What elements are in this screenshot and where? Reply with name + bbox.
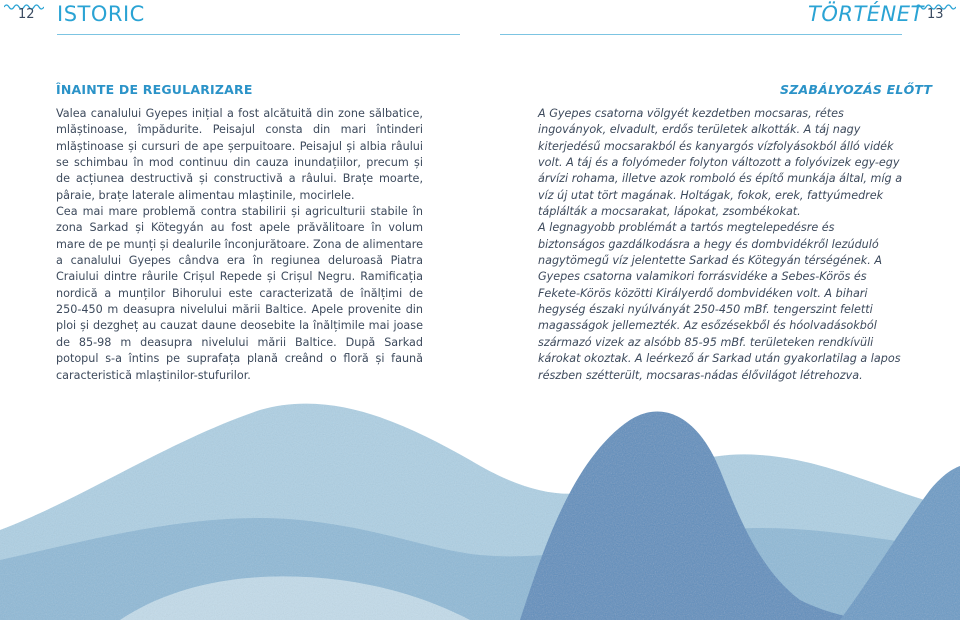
left-paragraph-1: Valea canalului Gyepes inițial a fost alcătuită din zone sălbatice, mlăștinoase, împădurite. Peisajul consta din mari întinderi mlăștinoase și cursuri de ape șerpuitoare. Peisajul și albia râului se schimbau în mod continuu din cauza inundațiilor, precum și de acțiunea destructivă și constructivă a râului. Brațe moarte, pâraie, brațe laterale alimentau mlaștinile, mocirlele. bbox=[56, 107, 423, 202]
left-paragraph-2: Cea mai mare problemă contra stabilirii și agriculturii stabile în zona Sarkad și Kötegyán au fost apele prăvălitoare în volum mare de pe munți și dealurile înconjurătoare. Zona de alimentare a canalului Gyepes cândva era în regiunea deluroasă Piatra Craiului dintre râurile Crișul Repede și Crișul Negru. Ramificația nordică a munților Bihorului este caracterizată de înălțimi de 250-450 m deasupra nivelului mării Baltice. Apele provenite din ploi și dezgheț au cauzat daune deosebite la înălțimile mai joase de 85-98 m deasupra nivelului mării Baltice. După Sarkad potopul s-a întins pe suprafața plană creând o floră și faună caracteristică mlaștinilor-stufurilor. bbox=[56, 205, 423, 382]
right-column-heading: SZABÁLYOZÁS ELŐTT bbox=[780, 82, 933, 97]
section-title-right: TÖRTÉNET bbox=[808, 2, 924, 26]
section-title-left: ISTORIC bbox=[57, 2, 145, 26]
page-number-left: 12 bbox=[18, 7, 35, 22]
watercolor-landscape-illustration bbox=[0, 380, 960, 620]
header-rule-right bbox=[500, 34, 902, 35]
right-paragraph-2: A legnagyobb problémát a tartós megtelepedésre és biztonságos gazdálkodásra a hegy és dombvidékről lezúduló nagytömegű víz jelentette Sarkad és Kötegyán térségének. A Gyepes csatorna valamikori forrásvidéke a Sebes-Körös és Fekete-Körös közötti Királyerdő dombvidéken volt. A bihari hegység északi nyúlványát 250-450 mBf. tengerszint feletti magasságok jellemezték. Az esőzésekből és hóolvadásokból származó vizek az alsóbb 85-95 mBf. területeken rendkívüli károkat okoztak. A leérkező ár Sarkad után gyakorlatilag a lapos részben szétterült, mocsaras-nádas élővilágot létrehozva. bbox=[538, 221, 901, 382]
header-rule-left bbox=[57, 34, 460, 35]
wave-ornament-right-icon bbox=[916, 3, 956, 11]
right-column-body bbox=[538, 106, 904, 384]
left-column-heading: ÎNAINTE DE REGULARIZARE bbox=[56, 82, 253, 97]
page-number-right: 13 bbox=[927, 7, 944, 22]
left-column-body bbox=[56, 106, 423, 384]
right-paragraph-1: A Gyepes csatorna völgyét kezdetben mocsaras, rétes ingoványok, elvadult, erdős területek alkották. A táj nagy kiterjedésű mocsarakból és kanyargós vízfolyásokból álló vidék volt. A táj és a folyómeder folyton változott a folyóvizek egy-egy árvízi rohama, illetve azok romboló és építő munkája által, míg a víz új utat tört magának. Holtágak, fokok, erek, fattyúmedrek táplálták a mocsarakat, lápokat, zsombékokat. bbox=[538, 107, 903, 219]
